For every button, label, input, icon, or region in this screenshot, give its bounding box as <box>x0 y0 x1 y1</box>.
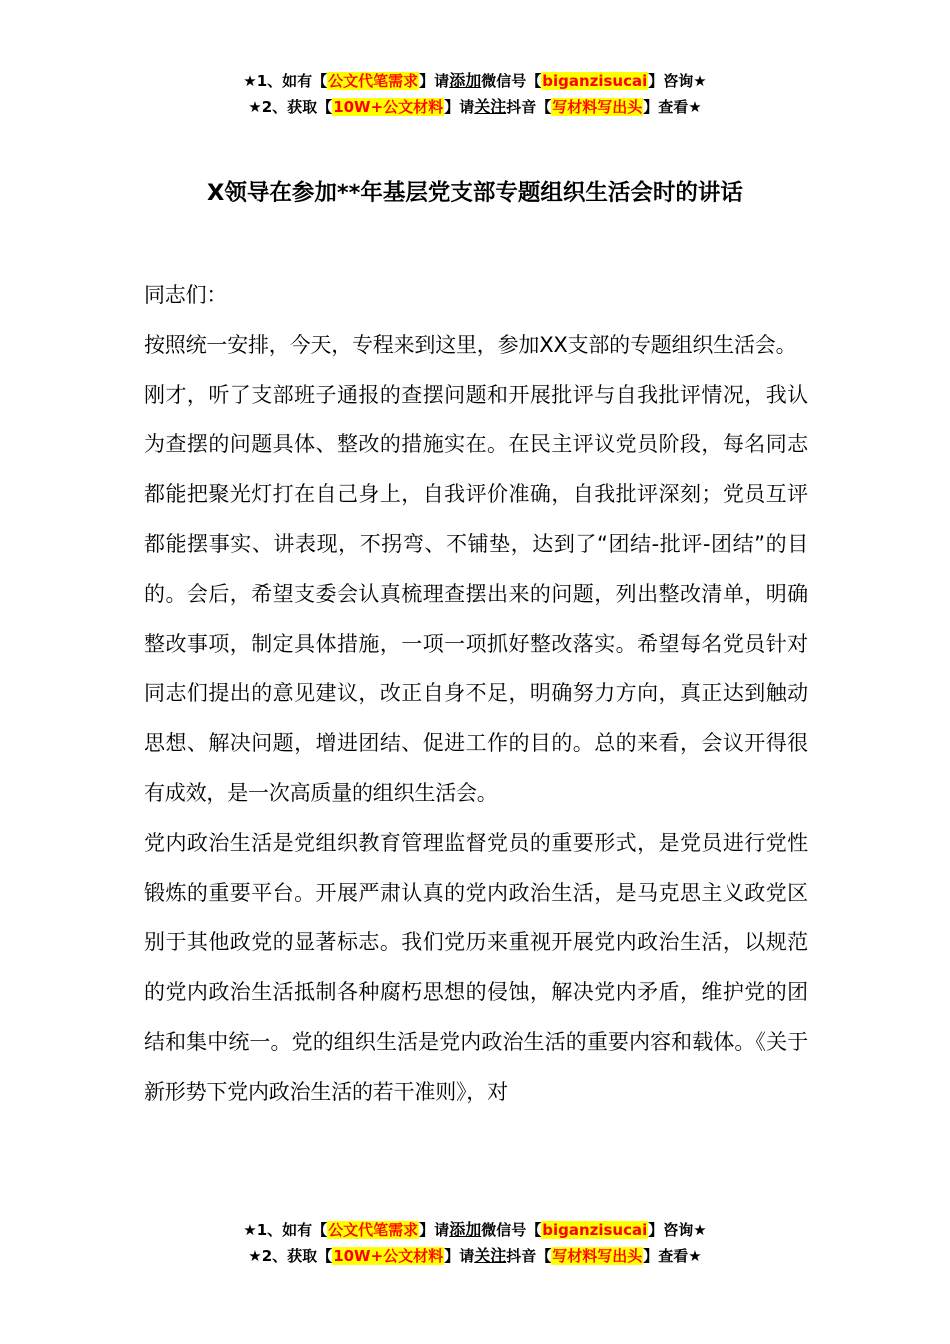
banner-text: 】查看★ <box>643 1247 702 1265</box>
banner-highlight: biganzisucai <box>542 1221 648 1239</box>
banner-line-1 <box>0 68 950 94</box>
banner-text: 】请 <box>419 72 450 90</box>
banner-text: 微信号【 <box>481 72 542 90</box>
banner-text: ★1、如有【 <box>243 1221 328 1239</box>
banner-line-2 <box>0 94 950 120</box>
header-banner <box>0 68 950 120</box>
banner-highlight: 10W+公文材料 <box>333 1247 444 1265</box>
banner-highlight: 公文代笔需求 <box>328 1221 419 1239</box>
banner-highlight: 写材料写出头 <box>552 1247 643 1265</box>
footer-banner <box>0 1217 950 1269</box>
paragraph: 刚才，听了支部班子通报的查摆问题和开展批评与自我批评情况，我认为查摆的问题具体、整改的措施实在。在民主评议党员阶段，每名同志都能把聚光灯打在自己身上，自我评价准确，自我批评深刻；党员互评都能摆事实、讲表现，不拐弯、不铺垫，达到了“团结-批评-团结”的目的。会后，希望支委会认真梳理查摆出来的问题，列出整改清单，明确整改事项，制定具体措施，一项一项抓好整改落实。希望每名党员针对同志们提出的意见建议，改正自身不足，明确努力方向，真正达到触动思想、解决问题，增进团结、促进工作的目的。总的来看，会议开得很有成效，是一次高质量的组织生活会。 <box>144 382 808 805</box>
banner-text: 】咨询★ <box>648 1221 707 1239</box>
banner-text: 微信号【 <box>481 1221 542 1239</box>
banner-text: 】请 <box>444 1247 475 1265</box>
banner-text: 】查看★ <box>643 98 702 116</box>
banner-text: ★2、获取【 <box>248 1247 333 1265</box>
banner-line-1 <box>0 1217 950 1243</box>
banner-text: ★2、获取【 <box>248 98 333 116</box>
document-title: X领导在参加**年基层党支部专题组织生活会时的讲话 <box>207 180 743 206</box>
banner-highlight: biganzisucai <box>542 72 648 90</box>
banner-underlined: 添加 <box>449 1220 482 1239</box>
banner-line-2 <box>0 1243 950 1269</box>
banner-text: 】咨询★ <box>648 72 707 90</box>
banner-text: 】请 <box>444 98 475 116</box>
paragraph: 党内政治生活是党组织教育管理监督党员的重要形式，是党员进行党性锻炼的重要平台。开展严肃认真的党内政治生活，是马克思主义政党区别于其他政党的显著标志。我们党历来重视开展党内政治生活，以规范的党内政治生活抵制各种腐朽思想的侵蚀，解决党内矛盾，维护党的团结和集中统一。党的组织生活是党内政治生活的重要内容和载体。《关于新形势下党内政治生活的若干准则》，对 <box>144 830 808 1104</box>
banner-text: 抖音【 <box>506 98 552 116</box>
banner-text: 抖音【 <box>506 1247 552 1265</box>
banner-underlined: 添加 <box>449 71 482 90</box>
banner-underlined: 关注 <box>474 1246 507 1265</box>
paragraph: 按照统一安排，今天，专程来到这里，参加XX支部的专题组织生活会。 <box>144 332 797 357</box>
banner-highlight: 公文代笔需求 <box>328 72 419 90</box>
banner-highlight: 10W+公文材料 <box>333 98 444 116</box>
banner-text: ★1、如有【 <box>243 72 328 90</box>
banner-highlight: 写材料写出头 <box>552 98 643 116</box>
banner-text: 】请 <box>419 1221 450 1239</box>
salutation: 同志们： <box>144 283 228 307</box>
document-body <box>144 271 808 1118</box>
banner-underlined: 关注 <box>474 97 507 116</box>
